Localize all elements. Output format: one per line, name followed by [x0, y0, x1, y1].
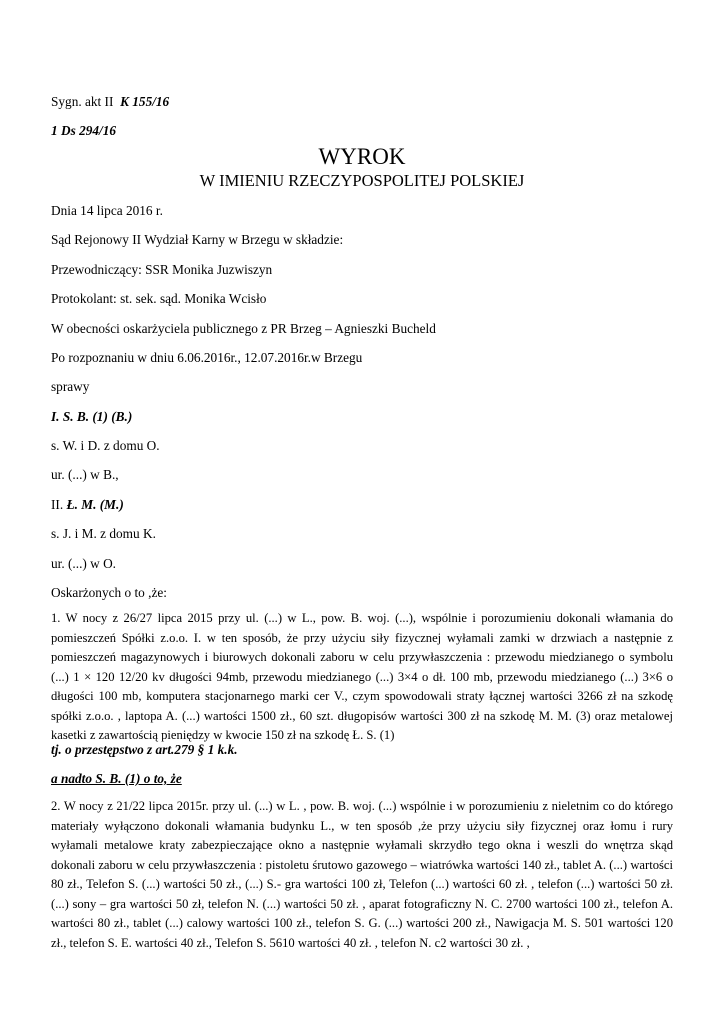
charge-2: 2. W nocy z 21/22 lipca 2015r. przy ul. (...) w L. , pow. B. woj. (...) wspólnie i w porozumieniu z nieletnim co do którego materiały wyłączono dokonali włamania budynku L., w ten sposób ,że przy użyciu siły fizycznej oraz łomu i rury wyłamali metalowe kraty zabezpieczające okno a następnie wyłamali skrzydło tego okna i weszli do wnętrza skąd dokonali zaboru w celu przywłaszczenia : pistoletu śrutowo gazowego – wiatrówka wartości 140 zł., tablet A. (...) wartości 80 zł., Telefon S. (...) wartości 50 zł., (...) S.- gra wartości 100 zł, Telefon (...) wartości 60 zł. , telefon (...) wartości 50 zł. (...) sony – gra wartości 50 zł, telefon N. (...) wartości 50 zł. , aparat fotograficzny N. C. 2700 wartości 100 zł., telefon A. wartości 80 zł., tablet (...) calowy wartości 100 zł., telefon S. G. (...) wartości 200 zł., Nawigacja M. S. 501 wartości 120 zł., telefon S. E. wartości 40 zł., Telefon S. 5610 wartości 40 zł. , telefon N. c2 wartości 30 zł. ,	[51, 799, 673, 950]
case-signature-prefix: Sygn. akt II	[51, 94, 114, 109]
defendant-2-birth: ur. (...) w O.	[51, 556, 116, 571]
ds-number: 1 Ds 294/16	[51, 123, 117, 138]
hearing-dates: Po rozpoznaniu w dniu 6.06.2016r., 12.07.2016r.w Brzegu	[51, 350, 363, 365]
defendant-2-parents: s. J. i M. z domu K.	[51, 526, 156, 541]
document-subtitle: W IMIENIU RZECZYPOSPOLITEJ POLSKIEJ	[199, 171, 525, 190]
case-label: sprawy	[51, 379, 90, 394]
charge-1: 1. W nocy z 26/27 lipca 2015 przy ul. (...) w L., pow. B. woj. (...), wspólnie i porozumieniu dokonali włamania do pomieszczeń Spółki z.o.o. I. w ten sposób, że przy użyciu siły fizycznej wyłamali zamki w drzwiach a następnie z pomieszczeń magazynowych i biurowych dokonali zaboru w celu przywłaszczenia : przewodu miedzianego o symbolu (...) 1 × 120 12/20 kv długości 94mb, przewodu miedzianego (...) 3×4 o dł. 100 mb, przewodu miedzianego (...) 3×6 o długości 100 mb, komputera stacjonarnego marki cer V., czym spowodowali straty łącznej wartości 3266 zł na szkodę spółki z.o.o. , laptopa A. (...) wartości 1500 zł., 60 szt. długopisów wartości 300 zł na szkodę M. M. (3) oraz metalowej kasetki z zawartością pieniędzy w kwocie 150 zł na szkodę Ł. S. (1)	[51, 611, 673, 742]
court-composition: Sąd Rejonowy II Wydział Karny w Brzegu w składzie:	[51, 232, 344, 247]
presiding-judge: Przewodniczący: SSR Monika Juzwiszyn	[51, 262, 273, 277]
defendant-2	[51, 496, 124, 513]
defendant-1-name: I. S. B. (1) (B.)	[51, 409, 133, 424]
document-title: WYROK	[318, 144, 406, 169]
judgment-date: Dnia 14 lipca 2016 r.	[51, 203, 163, 218]
prosecutor: W obecności oskarżyciela publicznego z PR Brzeg – Agnieszki Bucheld	[51, 321, 436, 336]
defendant-1-parents: s. W. i D. z domu O.	[51, 438, 160, 453]
court-clerk: Protokolant: st. sek. sąd. Monika Wcisło	[51, 291, 267, 306]
case-signature-number: K 155/16	[120, 94, 170, 109]
defendant-2-prefix: II.	[51, 497, 64, 512]
defendant-1-birth: ur. (...) w B.,	[51, 467, 119, 482]
accusation-intro: Oskarżonych o to ,że:	[51, 585, 167, 600]
charge-1-qualification: tj. o przestępstwo z art.279 § 1 k.k.	[51, 742, 238, 757]
additional-charge-heading: a nadto S. B. (1) o to, że	[51, 771, 182, 786]
case-signature	[51, 93, 169, 110]
defendant-2-name: Ł. M. (M.)	[66, 497, 124, 512]
